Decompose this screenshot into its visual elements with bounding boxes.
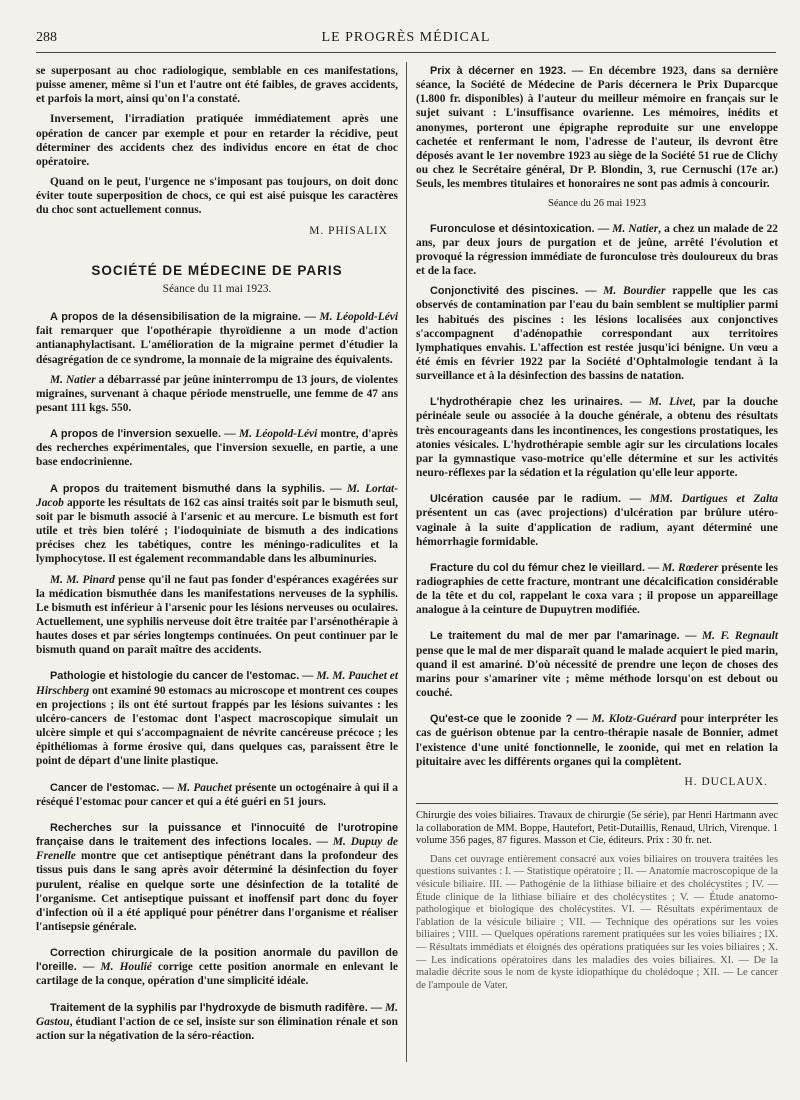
entry: Traitement de la syphilis par l'hydroxyde de bismuth radifère. — M. Gastou, étudiant l'action de ce sel, insiste sur son élimination rénale et son action sur la négativation de la séro-réaction. [36,1001,398,1042]
entry-text: montre que cet antiseptique pénétrant dans la profondeur des tissus puis dans le sang après avoir déterminé la désinfection du foyer purulent, réalise en quelque sorte une désinfection de la totalité de l'organisme. Cet antiseptique puissant et inoffensif part donc du foyer d'infection où il a été appliqué pour pénétrer dans l'organisme et réaliser l'antisepsie générale. [36,850,398,933]
review-body: Dans cet ouvrage entièrement consacré aux voies biliaires on trouvera traitées les questions suivantes : I. — Statistique opératoire ; II. — Anatomie macroscopique de la vésicule biliaire. III. — Pathogénie de la lithiase biliaire et des cholécystites ; IV. — Étude clinique de la lithiase biliaire et des cholécystites ; V. — Étude anatomo-pathologique et biologique des cholécystites. VI. — Résultats expérimentaux de l'ablation de la vésicule biliaire ; VII. — Technique des opérations sur les voies biliaires ; VIII. — Quelques opérations rarement pratiquées sur les voies biliaires ; IX. — Résultats immédiats et éloignés des opérations pratiquées sur les voies biliaires ; X. — Les indications opératoires dans les maladies des voies biliaires. XI. — De la maladie décrite sous le nom de kyste idiopathique du cholédoque ; XII. — Le cancer de l'ampoule de Vater. [416,853,778,991]
entry: Qu'est-ce que le zoonide ? — M. Klotz-Guérard pour interpréter les cas de guérison obtenue par la centro-thérapie nasale de Bonnier, admet l'existence d'une unité fonctionnelle, le zoonide, qui met en relation la pituitaire avec les différents organes qui la complètent. [416,713,778,768]
entry-topic: Recherches sur la puissance et l'innocuité de l'urotropine française dans le traitement des infections locales. [36,821,398,849]
entry: Correction chirurgicale de la position anormale du pavillon de l'oreille. — M. Houlié corrige cette position anormale en enlevant le cartilage de la conque, opération d'une simplicité idéale. [36,947,398,988]
entry-text: pense que le mal de mer disparaît quand le malade acquiert le pied marin, quand il est amariné. D'où nécessité de prendre une leçon de choses des marins pour s'amariner vite ; même méthode lorsqu'on est debout ou couché. [416,644,778,700]
column-rule [406,62,407,1062]
entry-text: ont examiné 90 estomacs au microscope et montrent ces coupes en projections ; ils ont été surtout frappés par les lésions suivantes : les ulcéro-cancers de l'estomac dont l'aspect macroscopique simulait un ulcère simple et qui s'accompagnaient de névrite cancéreuse précoce ; les épithéliomas à forme érosive qui, dans quelques cas, paraissent être le point de départ d'une linite plastique. [36,684,398,768]
entry: Conjonctivité des piscines. — M. Bourdier rappelle que les cas observés de contamination par l'eau du bain semblent se multiplier parmi les habitués des piscines : les lésions localisées aux conjonctives s'accompagnent d'adénopathie correspondant aux territoires lymphatiques envahis. L'affection est restée jusqu'ici bénigne. Un vœu a été émis en février 1922 par la Société d'Ophtalmologie tendant à la surveillance et à la désinfection des bassins de natation. [416,285,778,383]
entry-topic: L'hydrothérapie chez les urinaires. [430,396,623,409]
society-title: SOCIÉTÉ DE MÉDECINE DE PARIS [91,262,343,278]
entry: Le traitement du mal de mer par l'amarinage. — M. F. Regnault pense que le mal de mer disparaît quand le malade acquiert le pied marin, quand il est amariné. D'où nécessité de prendre une leçon de choses des marins pour s'amariner vite ; même méthode lorsqu'on est debout ou couché. [416,630,778,700]
entry-topic: A propos de la désensibilisation de la migraine. [50,311,301,324]
running-title: LE PROGRÈS MÉDICAL [321,30,491,45]
entry-author: M. F. Regnault [702,630,778,643]
entry-topic: Pathologie et histologie du cancer de l'estomac. [50,670,300,683]
entry-author: M. Bourdier [603,285,666,298]
entry-topic: Correction chirurgicale de la position anormale du pavillon de l'oreille. [36,947,398,974]
entry-author: MM. Dartigues et Zalta [649,493,778,506]
entry-topic: A propos de l'inversion sexuelle. [50,428,222,441]
entry-topic: Furonculose et désintoxication. [430,222,595,235]
entry-text: rappelle que les cas observés de contamination par l'eau du bain semblent se multiplier parmi les habitués des piscines : les lésions localisées aux conjonctives s'accompagnent d'adénopathie correspondant aux territoires lymphatiques envahis. L'affection est restée jusqu'ici bénigne. Un vœu a été émis en février 1922 par la Société d'Ophtalmologie tendant à la surveillance et à la désinfection des bassins de natation. [416,285,778,383]
entry-text: pense qu'il ne faut pas fonder d'espérances exagérées sur la médication bismuthée dans les manifestations nerveuses de la syphilis. Le bismuth est inférieur à l'arsenic pour les lésions nerveuses ou oculaires. Actuellement, une syphilis nerveuse doit être traitée par l'arsénothérapie à hautes doses et par séries longtemps continuées. On peut continuer par le bismuth quand on paraît maître des accidents. [36,573,399,657]
entry-author: M. Houlié [100,961,152,974]
entry: Furonculose et désintoxication. — M. Natier, a chez un malade de 22 ans, par deux jours de purgation et de jeûne, arrêté l'évolution et provoqué la régression immédiate de furonculose très douloureux du bras et de la face. [416,222,778,278]
entry-topic: Cancer de l'estomac. [50,781,160,794]
session-date: Séance du 11 mai 1923. [162,282,272,295]
entry: Recherches sur la puissance et l'innocuité de l'urotropine française dans le traitement des infections locales. — M. Dupuy de Frenelle montre que cet antiseptique pénétrant dans la profondeur des tissus puis dans le sang après avoir déterminé la désinfection du foyer purulent, réalise en quelque sorte une désinfection de la totalité de l'organisme. Cet antiseptique puissant et inoffensif part donc du foyer d'infection où il a été appliqué pour pénétrer dans l'organisme et réaliser l'antisepsie générale. [36,821,398,933]
entry: Ulcération causée par le radium. — MM. Dartigues et Zalta présentent un cas (avec projections) d'ulcération par brûlure utéro-vaginale à la suite d'application de radium, ayant déterminé une hémorrhagie formidable. [416,493,778,548]
entry: Pathologie et histologie du cancer de l'estomac. — M. M. Pauchet et Hirschberg ont examiné 90 estomacs au microscope et montrent ces coupes en projections ; ils ont été surtout frappés par les lésions suivantes : les ulcéro-cancers de l'estomac dont l'aspect macroscopique simulait un ulcère simple et qui s'accompagnaient de névrite cancéreuse précoce ; les épithéliomas à forme érosive qui, dans quelques cas, paraissent être le point de départ d'une linite plastique. [36,670,398,768]
entry-text: — En décembre 1923, dans sa dernière séance, la Société de Médecine de Paris décernera le Prix Duparcque (1.800 fr. disponibles) à l'auteur du meilleur mémoire en français sur le sujet suivant : L'insuffisance ovarienne. Les mémoires, inédits et anonymes, porteront une épigraphe reproduite sur une enveloppe cachetée et renfermant le nom, l'adresse de l'auteur, ils devront être déposés avant le 1er novembre 1923 au siège de la Société 51 rue de Clichy ou chez le Secrétaire général, Dr P. Blondin, 3, rue Cernuschi (17e ar.) Seuls, les membres titulaires et honoraires ne sont pas admis à concourir. [416,65,778,191]
left-column [36,64,398,1049]
entry-text: présente un octogénaire à qui il a réséqué l'estomac pour cancer et qui a été guéri en 51 jours. [36,781,398,808]
entry-text: présentent un cas (avec projections) d'ulcération par brûlure utéro-vaginale à la suite d'application de radium, ayant déterminé une hémorrhagie formidable. [416,507,778,548]
entry: A propos de la désensibilisation de la migraine. — M. Léopold-Lévi fait remarquer que l'opothérapie thyroïdienne a un mode d'action antianaphylactisant. L'amélioration de la migraine permet d'étudier la désagrégation de ce syndrome, la monnaie de la migraine des équivalents. [36,311,398,366]
signature: M. PHISALIX [309,224,388,237]
entry-text: corrige cette position anormale en enlevant le cartilage de la conque, opération d'une simplicité idéale. [36,961,398,988]
entry-author: M. Rœderer [662,561,719,574]
entry-author: M. Natier [50,373,96,386]
signature: H. DUCLAUX. [684,775,768,788]
entry-topic: Ulcération causée par le radium. [430,493,621,506]
entry-author: M. M. Pinard [50,573,115,586]
entry: Cancer de l'estomac. — M. Pauchet présente un octogénaire à qui il a réséqué l'estomac pour cancer et qui a été guéri en 51 jours. [36,781,398,808]
intro-paragraph: se superposant au choc radiologique, semblable en ces manifestations, puisse amener, même si l'un et l'autre ont été faibles, de graves accidents, et parfois la mort, ainsi qu'on l'a constaté. [36,65,398,106]
entry: Fracture du col du fémur chez le vieillard. — M. Rœderer présente les radiographies de cette fracture, montrant une décalcification considérable de la tête et du col, rappelant le coxa vara ; il propose un appareillage analogue à la ceinture de Dupuytren modifiée. [416,561,778,617]
entry-topic: Fracture du col du fémur chez le vieillard. [430,561,645,574]
entry-text: montre, d'après des recherches expérimentales, que l'inversion sexuelle, en partie, a une base endocrinienne. [36,428,398,469]
entry-text: , a chez un malade de 22 ans, par deux jours de purgation et de jeûne, arrêté l'évolution et provoqué la régression immédiate de furonculose très douloureux du bras et de la face. [416,222,778,278]
intro-paragraph: Quand on le peut, l'urgence ne s'imposant pas toujours, on doit donc éviter toute superposition de chocs, ce qui est aisé puisque les caractères du choc sont actuellement connus. [36,176,398,217]
section-divider [416,803,778,804]
entry-author: M. Pauchet [177,781,232,794]
entry-text: , par la douche périnéale seule ou associée à la douche générale, a obtenu des résultats très encourageants dans les incontinences, les congestions prostatiques, les atonies vésicales. L'hydrothérapie semble agir sur les circulations locales par la gymnastique vaso-motrice qu'elle détermine et sur les activités neuro-réflexes par la sédation et la régulation qu'elle leur apporte. [416,396,778,480]
entry-text: a débarrassé par jeûne ininterrompu de 13 jours, de violentes migraines, survenant à chaque période menstruelle, une femme de 47 ans pesant 111 kgs. 550. [36,373,398,414]
entry-topic: A propos du traitement bismuthé dans la syphilis. [50,482,325,495]
entry-topic: Qu'est-ce que le zoonide ? [430,713,573,726]
page-header [36,30,776,53]
intro-paragraph: Inversement, l'irradiation pratiquée immédiatement après une opération de cancer par exemple et pour en retarder la récidive, peut déterminer des accidents chez des individus encore en état de choc opératoire. [36,113,398,168]
entry-text: présente les radiographies de cette fracture, montrant une décalcification considérable de la tête et du col, rappelant le coxa vara ; il propose un appareillage analogue à la ceinture de Dupuytren modifiée. [416,561,778,617]
entry [36,573,398,658]
entry-author: M. Lortat-Jacob [36,482,398,509]
entry-author: M. Léopold-Lévi [319,311,398,324]
entry [36,373,398,415]
entry-author: M. Léopold-Lévi [239,428,318,441]
page-number: 288 [36,30,57,45]
entry-author: M. Klotz-Guérard [591,713,677,726]
entry-topic: Prix à décerner en 1923. [430,65,567,77]
entry-author: M. Livet [648,396,693,409]
entry-text: apporte les résultats de 162 cas ainsi traités soit par le bismuth seul, soit par le bismuth associé à l'arsenic et au mercure. Le bismuth est fort utile et très bien toléré ; l'iodoquiniate de bismuth a des indications précises chez les tabétiques, contre les méningo-radiculites et la lymphocytose. Il est également recommandable dans les albuminuries. [36,496,398,566]
entry-text: fait remarquer que l'opothérapie thyroïdienne a un mode d'action antianaphylactisant. L'amélioration de la migraine permet d'étudier la désagrégation de ce syndrome, la monnaie de la migraine des équivalents. [36,325,398,366]
entry-topic: Le traitement du mal de mer par l'amarinage. [430,630,680,643]
entry-topic: Traitement de la syphilis par l'hydroxyde de bismuth radifère. [50,1001,368,1014]
entry-topic: Conjonctivité des piscines. [430,285,579,298]
prize-notice [416,64,778,191]
entry: A propos de l'inversion sexuelle. — M. Léopold-Lévi montre, d'après des recherches expérimentales, que l'inversion sexuelle, en partie, a une base endocrinienne. [36,428,398,469]
entry: L'hydrothérapie chez les urinaires. — M. Livet, par la douche périnéale seule ou associée à la douche générale, a obtenu des résultats très encourageants dans les incontinences, les congestions prostatiques, les atonies vésicales. L'hydrothérapie semble agir sur les circulations locales par la gymnastique vaso-motrice qu'elle détermine et sur les activités neuro-réflexes par la sédation et la régulation qu'elle leur apporte. [416,396,778,480]
entry-author: M. M. Pauchet et Hirschberg [36,670,398,697]
review-heading: Chirurgie des voies biliaires. Travaux de chirurgie (5e série), par Henri Hartmann avec la collaboration de MM. Boppe, Hautefort, Petit-Dutaillis, Renaud, Ulrich, Virenque. 1 volume 356 pages, 87 figures. Masson et Cie, éditeurs. Prix : 30 fr. net. [416,810,778,847]
session-date: Séance du 26 mai 1923 [548,198,646,210]
right-column [416,64,778,998]
entry-text: , étudiant l'action de ce sel, insiste sur son élimination rénale et son action sur la négativation de la séro-réaction. [36,1015,398,1042]
entry-author: M. Natier [612,222,659,235]
entry-author: M. Dupuy de Frenelle [36,836,398,863]
entry: A propos du traitement bismuthé dans la syphilis. — M. Lortat-Jacob apporte les résultats de 162 cas ainsi traités soit par le bismuth seul, soit par le bismuth associé à l'arsenic et au mercure. Le bismuth est fort utile et très bien toléré ; l'iodoquiniate de bismuth a des indications précises chez les tabétiques, contre les méningo-radiculites et la lymphocytose. Il est également recommandable dans les albuminuries. [36,482,398,566]
entry-text: pour interpréter les cas de guérison obtenue par la centro-thérapie nasale de Bonnier, admet l'existence d'une unité fonctionnelle, le zoonide, qui met en relation la pituitaire avec les différents organes qui la complètent. [416,713,778,768]
book-review [416,810,778,992]
entry-author: M. Gastou [36,1001,398,1028]
